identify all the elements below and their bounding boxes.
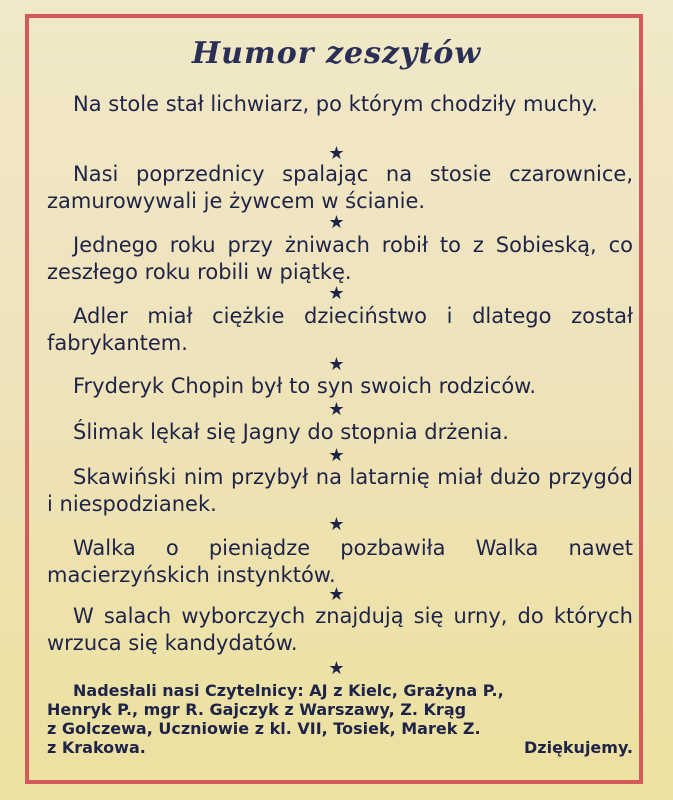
joke-entry-9: W salach wyborczych znajdują się urny, do których wrzuca się kandydatów. <box>47 604 633 655</box>
joke-entry-1: Na stole stał lichwiarz, po którym chodziły muchy. <box>73 92 598 116</box>
credits-line-4 <box>47 738 637 757</box>
joke-entry-7: Skawiński nim przybył na latarnię miał dużo przygód i niespodzianek. <box>47 465 633 516</box>
credits-line-2: Henryk P., mgr R. Gajczyk z Warszawy, Z. Krąg <box>47 700 467 719</box>
joke-entry-5: Fryderyk Chopin był to syn swoich rodziców. <box>73 374 537 398</box>
star-separator: ★ <box>328 283 345 304</box>
joke-entry-6: Ślimak lękał się Jagny do stopnia drżenia. <box>73 420 509 444</box>
credits-line-3: z Golczewa, Uczniowie z kl. VII, Tosiek, Marek Z. <box>47 719 481 738</box>
star-separator: ★ <box>328 399 345 420</box>
star-separator: ★ <box>328 445 345 466</box>
thanks-text: Dziękujemy. <box>523 738 633 757</box>
joke-entry-8: Walka o pieniądze pozbawiła Walka nawet macierzyńskich instynktów. <box>47 536 633 587</box>
star-separator: ★ <box>328 658 345 679</box>
joke-entry-4: Adler miał ciężkie dzieciństwo i dlatego został fabrykantem. <box>47 304 633 355</box>
star-separator: ★ <box>328 584 345 605</box>
star-separator: ★ <box>328 212 345 233</box>
credits-line-1: Nadesłali nasi Czytelnicy: AJ z Kielc, Grażyna P., <box>73 681 504 700</box>
star-separator: ★ <box>328 143 345 164</box>
joke-entry-3: Jednego roku przy żniwach robił to z Sobieską, co zeszłego roku robili w piątkę. <box>47 233 633 284</box>
reader-credits <box>47 681 637 757</box>
column-title: Humor zeszytów <box>191 36 482 71</box>
joke-entry-2: Nasi poprzednicy spalając na stosie czarownice, zamurowywali je żywcem w ścianie. <box>47 162 633 213</box>
credits-city: z Krakowa. <box>47 738 146 757</box>
star-separator: ★ <box>328 354 345 375</box>
star-separator: ★ <box>328 514 345 535</box>
